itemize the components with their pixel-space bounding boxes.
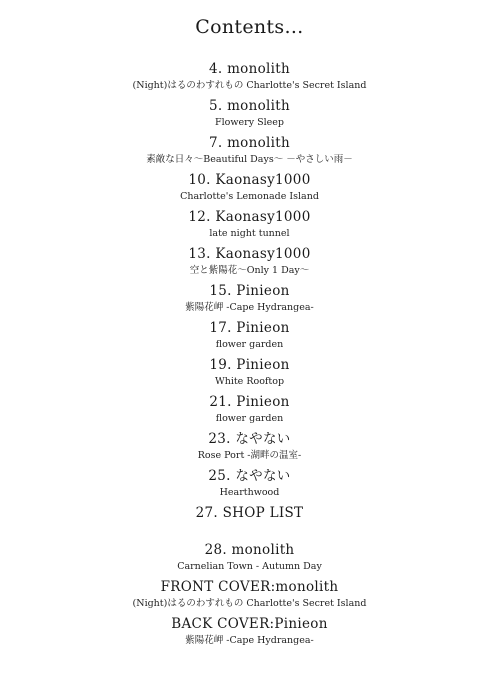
toc-entry-subtitle: (Night)はるのわすれもの Charlotte's Secret Island	[132, 598, 367, 609]
toc-entry	[0, 319, 499, 356]
toc-entry	[0, 134, 499, 171]
toc-entry-subtitle: Rose Port -湖畔の温室-	[197, 450, 302, 461]
toc-entry-subtitle: Flowery Sleep	[215, 117, 284, 128]
toc-entry	[0, 541, 499, 578]
toc-entry-heading: 23. なやない	[208, 431, 291, 447]
toc-entry-heading: 10. Kaonasy1000	[188, 172, 311, 188]
toc-entry-subtitle	[0, 523, 499, 541]
toc-entry-heading: 12. Kaonasy1000	[188, 209, 311, 225]
toc-entry-heading: 15. Pinieon	[209, 283, 290, 299]
page-title: Contents…	[195, 16, 304, 38]
toc-entry	[0, 393, 499, 430]
toc-entry-subtitle: Charlotte's Lemonade Island	[180, 191, 319, 202]
toc-entry-subtitle: 紫陽花岬 -Cape Hydrangea-	[185, 635, 314, 646]
toc-entry-heading: FRONT COVER:monolith	[160, 579, 339, 595]
toc-entry	[0, 60, 499, 97]
toc-entry-heading: 4. monolith	[209, 61, 290, 77]
toc-entry-subtitle: 紫陽花岬 -Cape Hydrangea-	[185, 302, 314, 313]
toc-entry-heading: 19. Pinieon	[209, 357, 290, 373]
toc-entry-heading: 28. monolith	[204, 542, 295, 558]
toc-entry-heading: 25. なやない	[208, 468, 291, 484]
toc-entry-subtitle: 空と紫陽花～Only 1 Day～	[189, 265, 310, 276]
toc-entry	[0, 356, 499, 393]
toc-entry-subtitle: (Night)はるのわすれもの Charlotte's Secret Island	[132, 80, 367, 91]
table-of-contents	[0, 60, 499, 652]
toc-entry-subtitle: flower garden	[215, 339, 284, 350]
toc-entry-heading: BACK COVER:Pinieon	[171, 616, 328, 632]
toc-entry	[0, 282, 499, 319]
toc-entry-heading: 21. Pinieon	[209, 394, 290, 410]
toc-entry-heading: 17. Pinieon	[209, 320, 290, 336]
toc-entry-subtitle: late night tunnel	[209, 228, 290, 239]
toc-entry-subtitle: Hearthwood	[219, 487, 280, 498]
toc-entry	[0, 430, 499, 467]
toc-entry	[0, 245, 499, 282]
toc-entry-heading: 5. monolith	[209, 98, 290, 114]
toc-entry	[0, 467, 499, 504]
toc-entry-heading: 7. monolith	[209, 135, 290, 151]
toc-entry-subtitle: Carnelian Town - Autumn Day	[177, 561, 322, 572]
toc-entry	[0, 97, 499, 134]
toc-entry-heading: 27. SHOP LIST	[195, 505, 304, 521]
toc-entry	[0, 615, 499, 652]
toc-entry-heading: 13. Kaonasy1000	[188, 246, 311, 262]
toc-entry-subtitle: White Rooftop	[214, 376, 285, 387]
toc-entry-subtitle: flower garden	[215, 413, 284, 424]
toc-entry	[0, 171, 499, 208]
toc-entry-subtitle: 素敵な日々～Beautiful Days～ －やさしい雨－	[146, 154, 353, 165]
toc-entry	[0, 578, 499, 615]
toc-entry	[0, 208, 499, 245]
toc-entry	[0, 504, 499, 541]
